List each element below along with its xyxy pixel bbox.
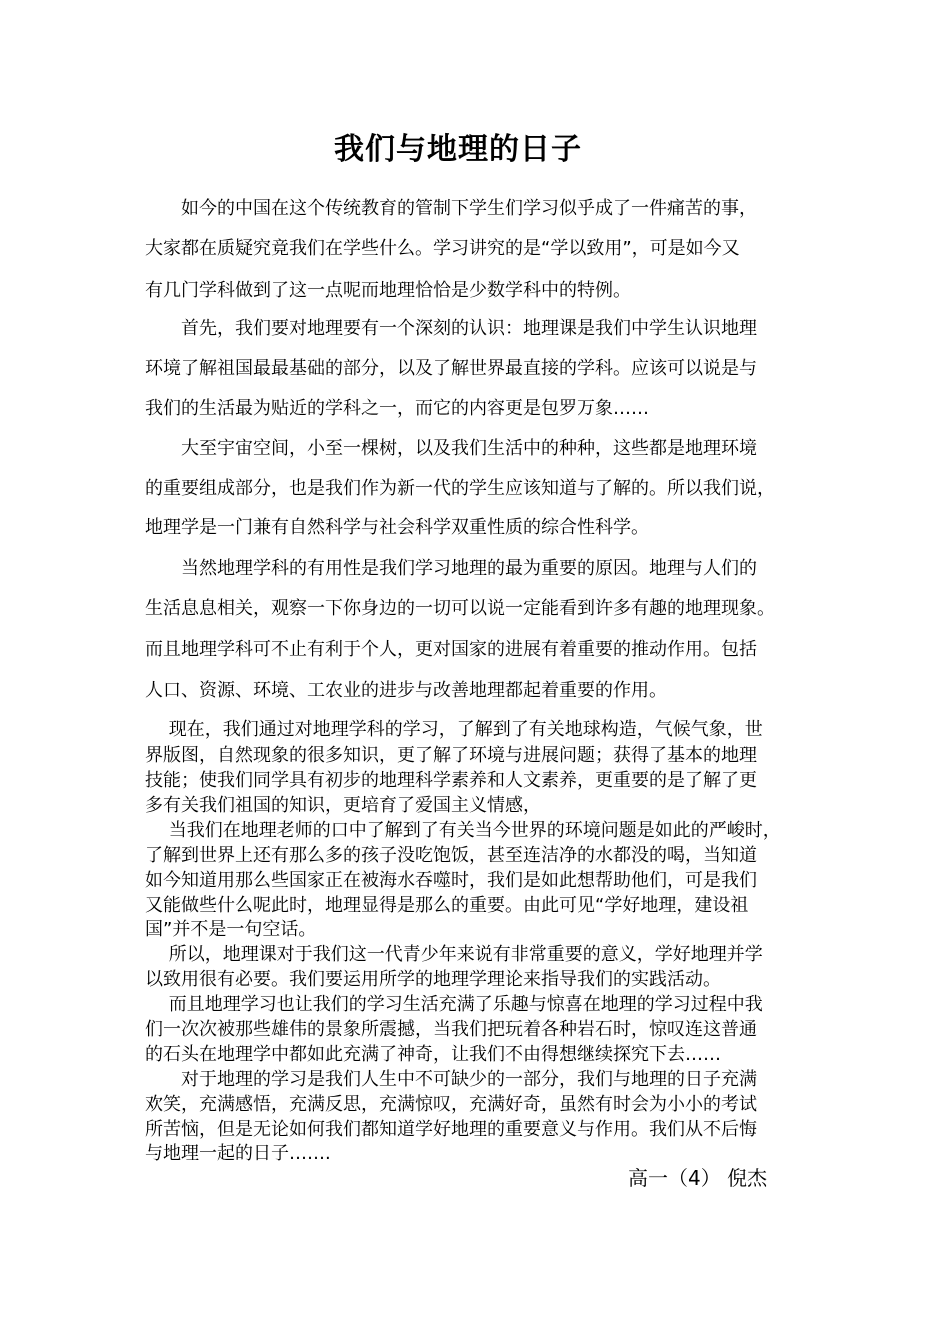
- body-line: 如今知道用那么些国家正在被海水吞噬时，我们是如此想帮助他们，可是我们: [145, 870, 757, 891]
- body-line: 的重要组成部分，也是我们作为新一代的学生应该知道与了解的。所以我们说，: [145, 478, 775, 499]
- body-line: 有几门学科做到了这一点呢而地理恰恰是少数学科中的特例。: [145, 280, 631, 301]
- body-line: 所苦恼，但是无论如何我们都知道学好地理的重要意义与作用。我们从不后悔: [145, 1119, 757, 1140]
- body-line: 又能做些什么呢此时，地理显得是那么的重要。由此可见“学好地理，建设祖: [145, 895, 749, 916]
- body-line: 环境了解祖国最最基础的部分，以及了解世界最直接的学科。应该可以说是与: [145, 358, 757, 379]
- body-line: 以致用很有必要。我们要运用所学的地理学理论来指导我们的实践活动。: [145, 969, 721, 990]
- body-line: 当然地理学科的有用性是我们学习地理的最为重要的原因。地理与人们的: [145, 558, 757, 579]
- body-line: 多有关我们祖国的知识，更培育了爱国主义情感，: [145, 795, 541, 816]
- body-line: 对于地理的学习是我们人生中不可缺少的一部分，我们与地理的日子充满: [145, 1069, 757, 1090]
- body-line: 与地理一起的日子…….: [145, 1143, 331, 1164]
- body-line: 人口、资源、环境、工农业的进步与改善地理都起着重要的作用。: [145, 680, 667, 701]
- body-line: 而且地理学习也让我们的学习生活充满了乐趣与惊喜在地理的学习过程中我: [145, 994, 763, 1015]
- body-line: 而且地理学科可不止有利于个人，更对国家的进展有着重要的推动作用。包括: [145, 639, 757, 660]
- body-line: 所以，地理课对于我们这一代青少年来说有非常重要的意义，学好地理并学: [145, 944, 763, 965]
- body-line: 界版图，自然现象的很多知识，更了解了环境与进展问题；获得了基本的地理: [145, 745, 757, 766]
- body-line: 当我们在地理老师的口中了解到了有关当今世界的环境问题是如此的严峻时，: [145, 820, 781, 841]
- body-line: 我们的生活最为贴近的学科之一，而它的内容更是包罗万象……: [145, 398, 649, 419]
- body-line: 大至宇宙空间，小至一棵树，以及我们生活中的种种，这些都是地理环境: [145, 438, 757, 459]
- body-line: 了解到世界上还有那么多的孩子没吃饱饭，甚至连洁净的水都没的喝，当知道: [145, 845, 757, 866]
- body-line: 如今的中国在这个传统教育的管制下学生们学习似乎成了一件痛苦的事，: [145, 198, 757, 219]
- body-line: 国”并不是一句空话。: [145, 919, 317, 940]
- author-signature: 高一（4） 倪杰: [628, 1166, 768, 1190]
- body-line: 生活息息相关，观察一下你身边的一切可以说一定能看到许多有趣的地理现象。: [145, 598, 775, 619]
- document-title: 我们与地理的日子: [334, 132, 582, 167]
- body-line: 首先，我们要对地理要有一个深刻的认识：地理课是我们中学生认识地理: [145, 318, 757, 339]
- body-line: 现在，我们通过对地理学科的学习，了解到了有关地球构造，气候气象，世: [145, 719, 763, 740]
- body-line: 欢笑，充满感悟，充满反思，充满惊叹，充满好奇，虽然有时会为小小的考试: [145, 1094, 757, 1115]
- body-line: 大家都在质疑究竟我们在学些什么。学习讲究的是“学以致用”，可是如今又: [145, 238, 740, 259]
- body-line: 地理学是一门兼有自然科学与社会科学双重性质的综合性科学。: [145, 517, 649, 538]
- body-line: 技能；使我们同学具有初步的地理科学素养和人文素养，更重要的是了解了更: [145, 770, 757, 791]
- body-line: 的石头在地理学中都如此充满了神奇，让我们不由得想继续探究下去……: [145, 1044, 721, 1065]
- body-line: 们一次次被那些雄伟的景象所震撼，当我们把玩着各种岩石时，惊叹连这普通: [145, 1019, 757, 1040]
